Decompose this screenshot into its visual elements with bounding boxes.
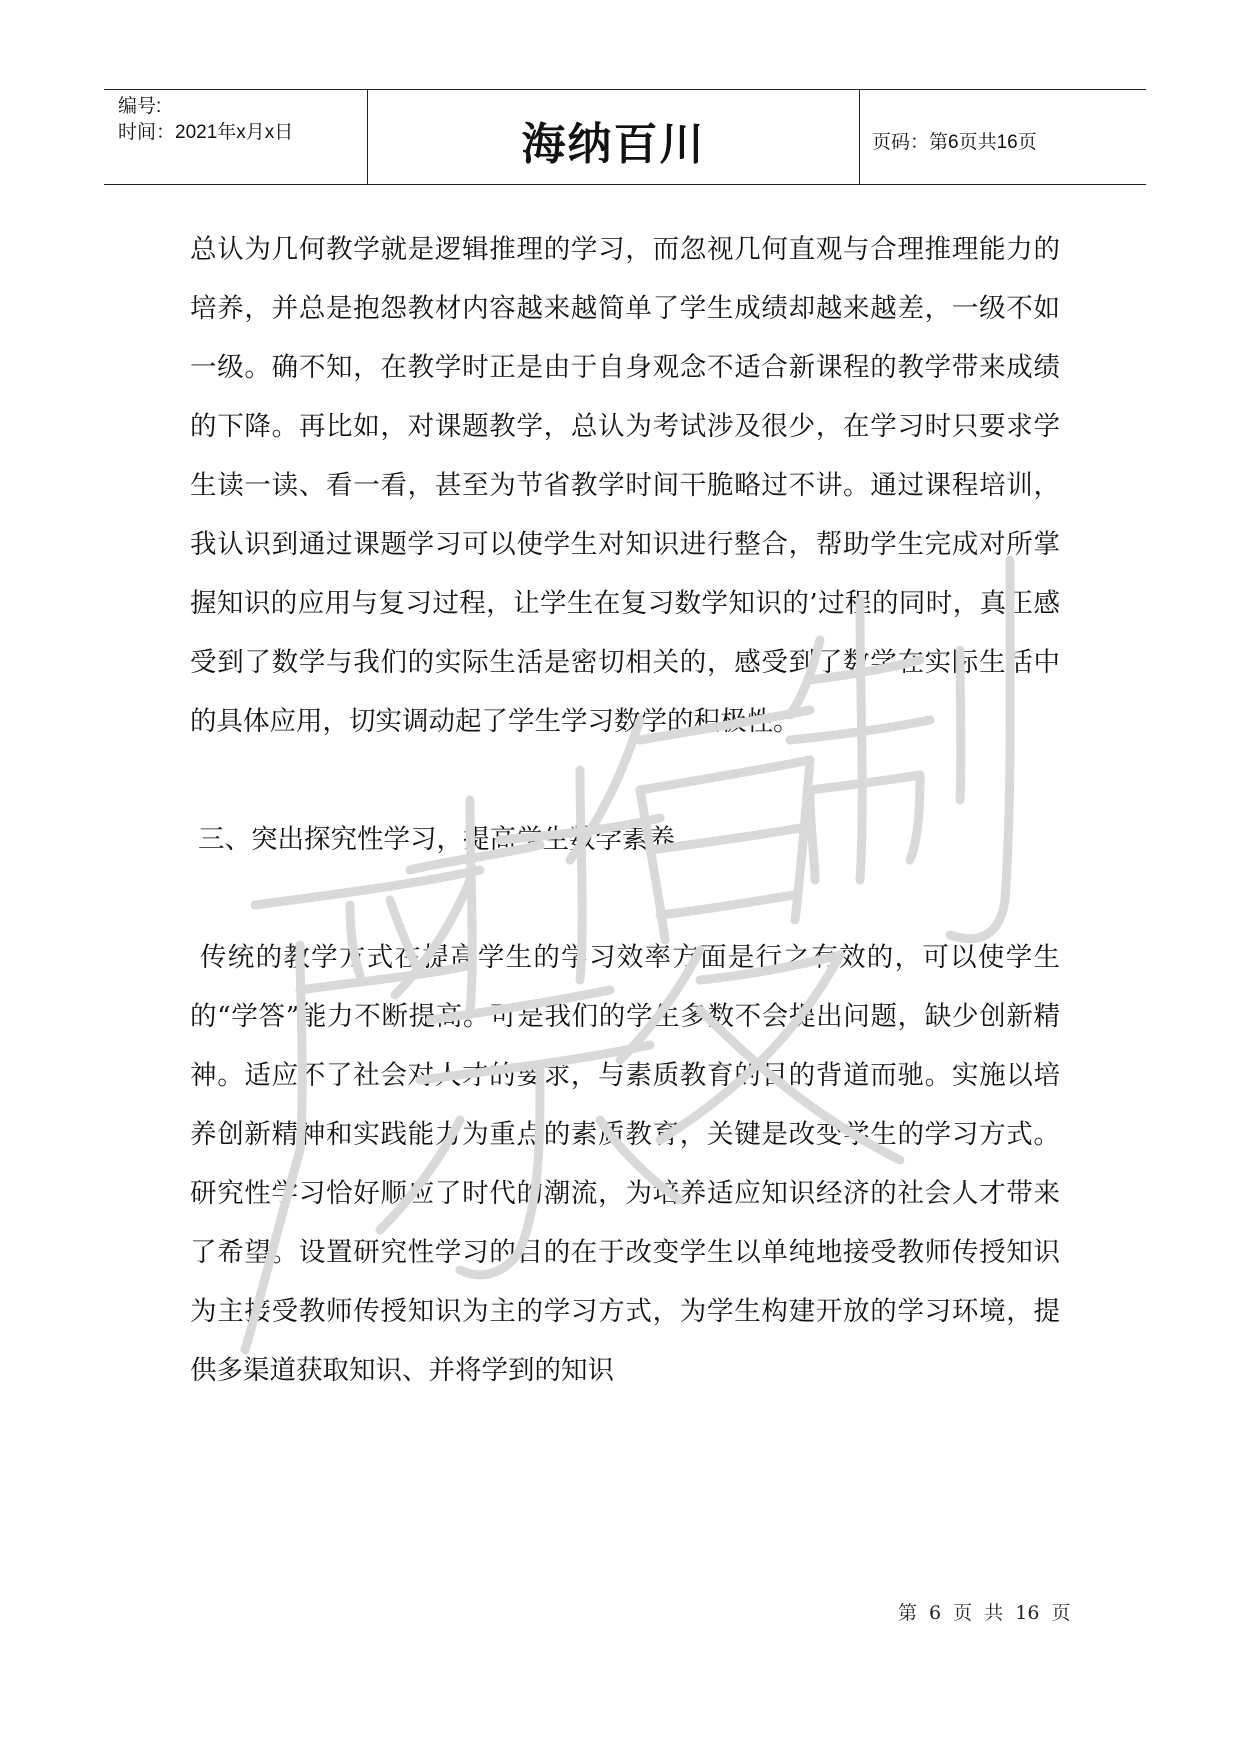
header-table: [104, 89, 1146, 185]
date-label: 时间：2021年x月x日: [118, 122, 294, 143]
header-page-cell: [860, 90, 1146, 184]
header-brand-cell: [368, 90, 860, 184]
body-paragraph: 总认为几何教学就是逻辑推理的学习，而忽视几何直观与合理推理能力的培养，并总是抱怨教材内容越来越简单了学生成绩却越来越差，一级不如一级。确不知，在教学时正是由于自身观念不适合新课程的教学带来成绩的下降。再比如，对课题教学，总认为考试涉及很少，在学习时只要求学生读一读、看一看，甚至为节省教学时间干脆略过不讲。通过课程培训，我认识到通过课题学习可以使学生对知识进行整合，帮助学生完成对所掌握知识的应用与复习过程，让学生在复习数学知识的’过程的同时，真正感受到了数学与我们的实际生活是密切相关的，感受到了数学在实际生活中的具体应用，切实调动起了学生学习数学的积极性。: [190, 234, 1060, 737]
page-footer: 第 6 页 共 16 页: [898, 1602, 1071, 1624]
document-body: [190, 220, 1060, 1400]
body-paragraph: 传统的教学方式在提高学生的学习效率方面是行之有效的，可以使学生的“学答”能力不断提高。可是我们的学生多数不会提出问题，缺少创新精神。适应不了社会对人才的要求，与素质教育的目的背道而驰。实施以培养创新精神和实践能力为重点的素质教育，关键是改变学生的学习方式。研究性学习恰好顺应了时代的潮流，为培养适应知识经济的社会人才带来了希望。设置研究性学习的目的在于改变学生以单纯地接受教师传授知识为主接受教师传授知识为主的学习方式，为学生构建开放的学习环境，提供多渠道获取知识、并将学到的知识: [190, 942, 1060, 1386]
section-heading: 三、突出探究性学习，提高学生数学素养。: [198, 824, 702, 855]
page-info: 页码：第6页共16页: [872, 131, 1037, 153]
brand-title: 海纳百川: [521, 119, 706, 170]
serial-label: 编号:: [118, 96, 162, 117]
header-meta-cell: [104, 90, 368, 184]
